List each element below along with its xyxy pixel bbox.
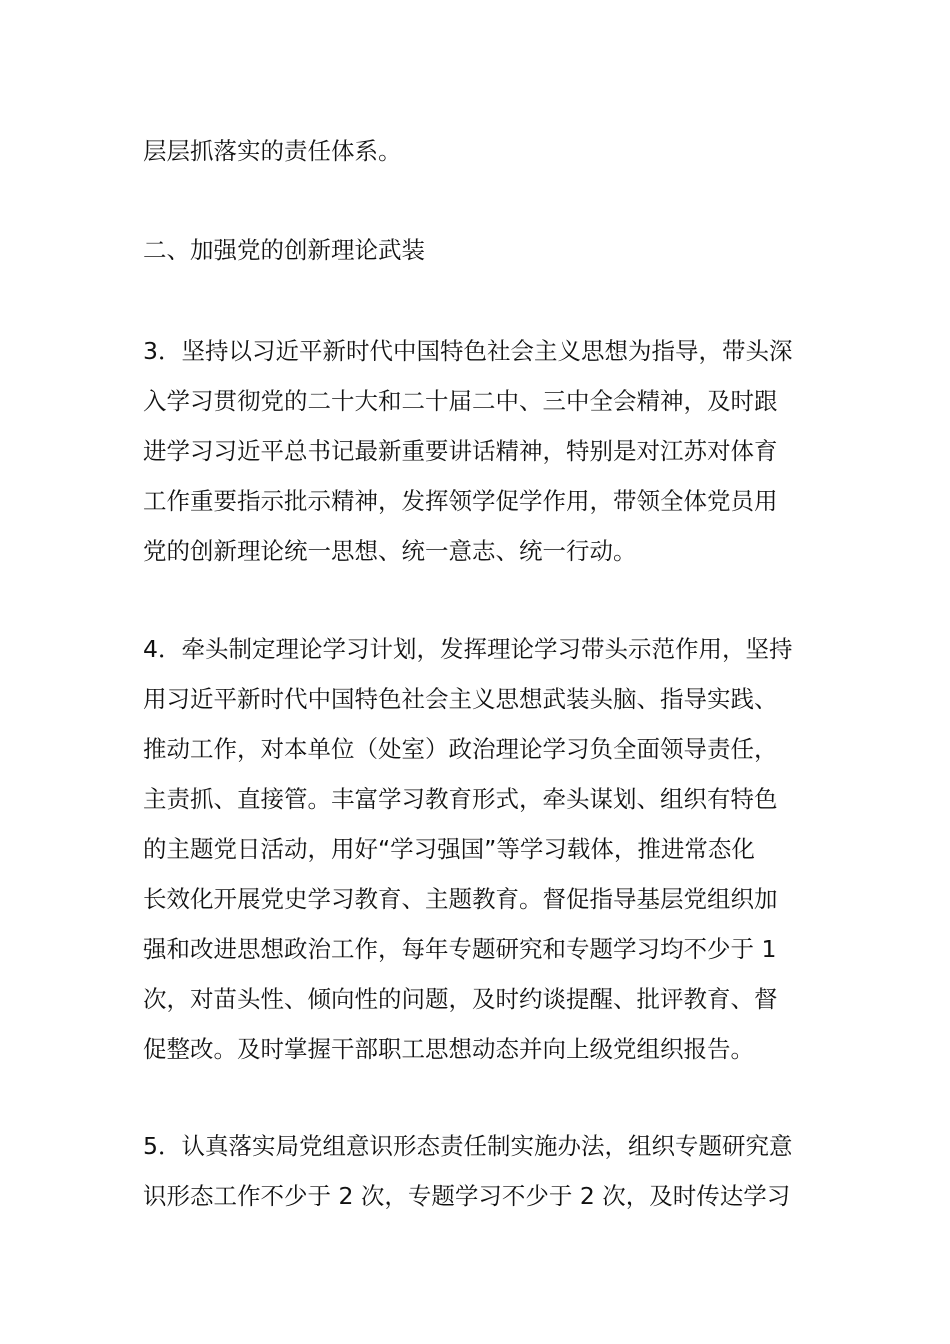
paragraph-line: 层层抓落实的责任体系。: [143, 137, 402, 165]
paragraph-line: 识形态工作不少于 2 次，专题学习不少于 2 次，及时传达学习: [143, 1182, 791, 1210]
paragraph-line: 4．牵头制定理论学习计划，发挥理论学习带头示范作用，坚持: [143, 635, 793, 663]
paragraph-line: 推动工作，对本单位（处室）政治理论学习负全面领导责任，: [143, 735, 778, 763]
paragraph-line: 入学习贯彻党的二十大和二十届二中、三中全会精神，及时跟: [143, 387, 778, 415]
paragraph-line: 进学习习近平总书记最新重要讲话精神，特别是对江苏对体育: [143, 437, 778, 465]
paragraph-line: 主责抓、直接管。丰富学习教育形式，牵头谋划、组织有特色: [143, 785, 778, 813]
paragraph-line: 党的创新理论统一思想、统一意志、统一行动。: [143, 537, 637, 565]
paragraph-line: 的主题党日活动，用好“学习强国”等学习载体，推进常态化: [143, 835, 755, 863]
section-heading: 二、加强党的创新理论武装: [143, 236, 425, 264]
paragraph-line: 5．认真落实局党组意识形态责任制实施办法，组织专题研究意: [143, 1132, 793, 1160]
paragraph-line: 工作重要指示批示精神，发挥领学促学作用，带领全体党员用: [143, 487, 778, 515]
paragraph-line: 3．坚持以习近平新时代中国特色社会主义思想为指导，带头深: [143, 337, 793, 365]
paragraph-line: 促整改。及时掌握干部职工思想动态并向上级党组织报告。: [143, 1035, 754, 1063]
paragraph-line: 次，对苗头性、倾向性的问题，及时约谈提醒、批评教育、督: [143, 985, 778, 1013]
paragraph-line: 用习近平新时代中国特色社会主义思想武装头脑、指导实践、: [143, 685, 778, 713]
paragraph-line: 长效化开展党史学习教育、主题教育。督促指导基层党组织加: [143, 885, 778, 913]
paragraph-line: 强和改进思想政治工作，每年专题研究和专题学习均不少于 1: [143, 935, 777, 963]
